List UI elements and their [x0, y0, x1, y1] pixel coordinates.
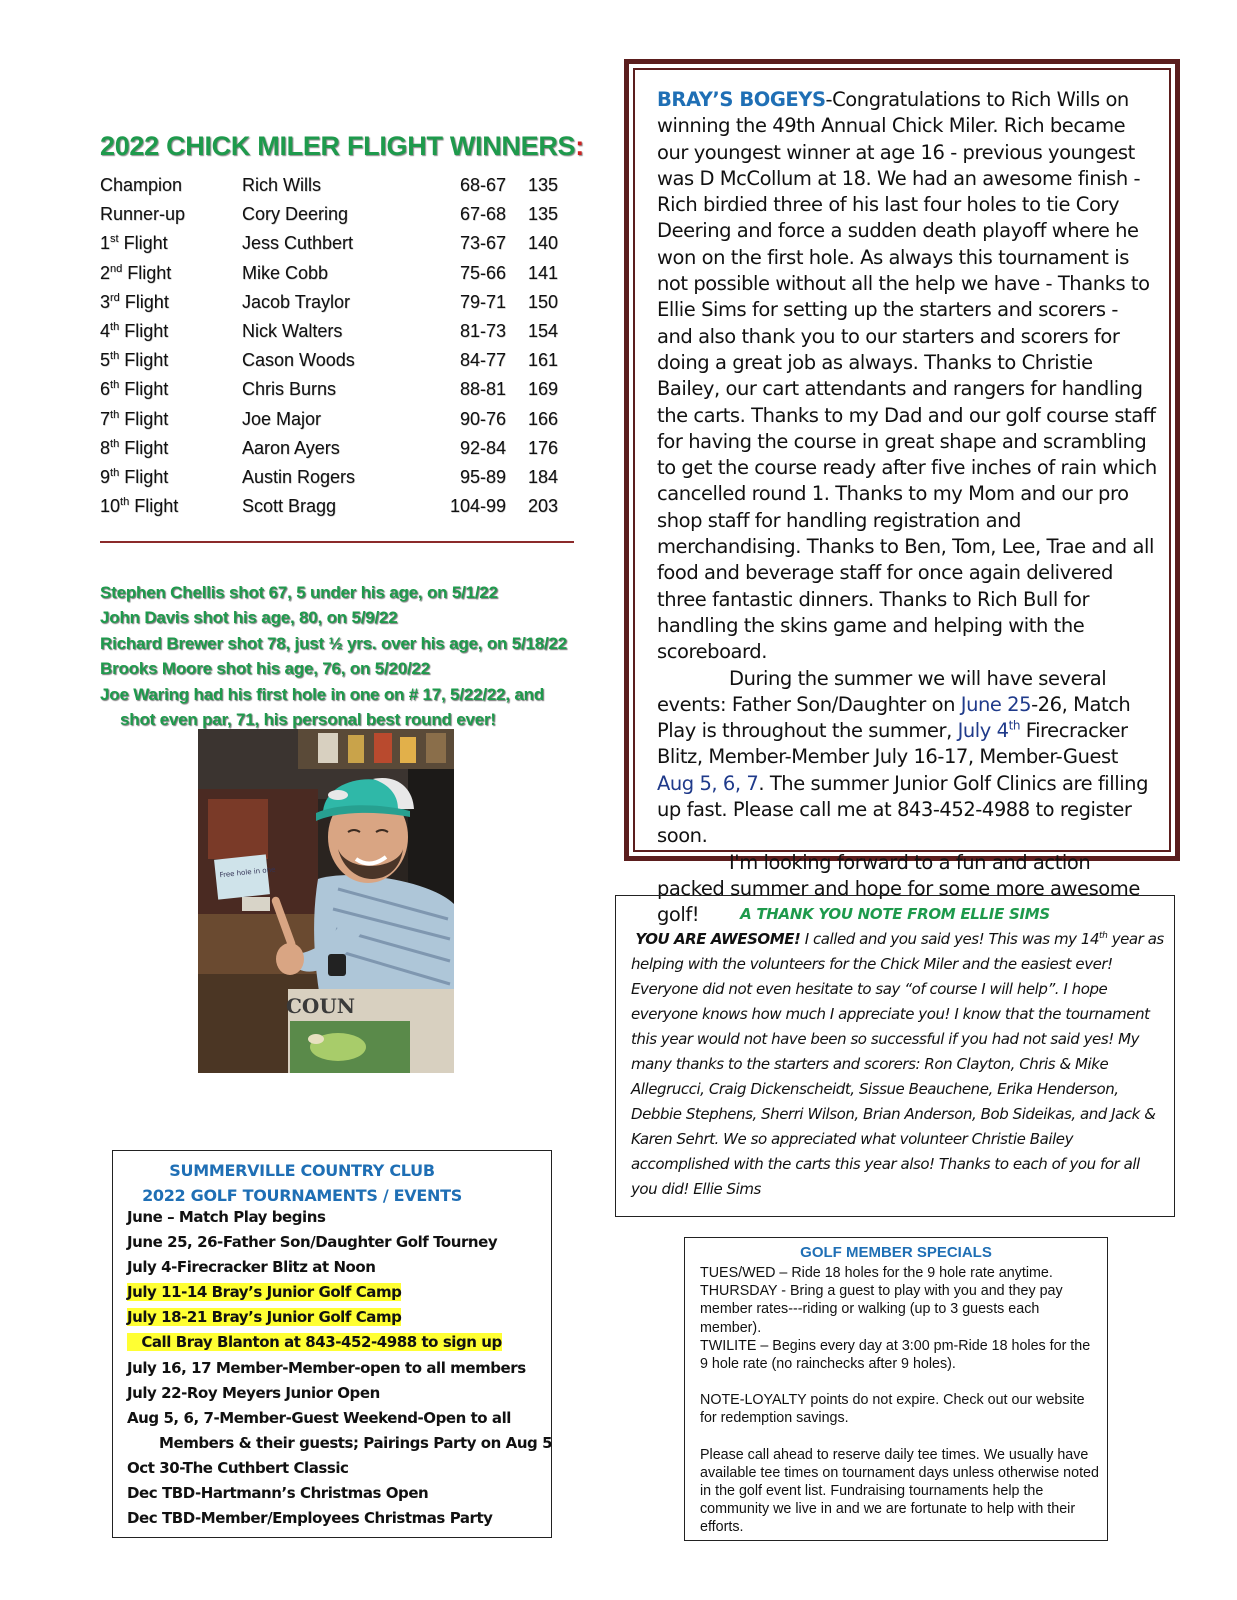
winner-row	[100, 229, 580, 258]
thank-you-body	[631, 927, 1166, 1202]
winner-rounds: 68-67	[459, 175, 506, 196]
event-item: Oct 30-The Cuthbert Classic	[127, 1458, 349, 1477]
bogeys-p3-text: I'm looking forward to a fun and action packed summer and hope for some more awesome golf!	[657, 850, 1140, 927]
age-note: Richard Brewer shot 78, just ½ yrs. over his age, on 5/18/22	[100, 633, 568, 653]
winner-rounds: 79-71	[459, 291, 506, 312]
ordinal-suffix: th	[110, 350, 120, 363]
winner-place	[100, 317, 242, 346]
place-number: 3	[100, 291, 111, 312]
place-number: 5	[100, 350, 111, 371]
winner-total: 135	[528, 204, 559, 225]
golfer-photo-illustration	[198, 729, 454, 1073]
place-number: 1	[100, 233, 111, 254]
ordinal-suffix: th	[120, 496, 130, 509]
place-flight-label: Flight	[119, 379, 169, 400]
place-flight-label: Flight	[129, 496, 179, 517]
winner-name: Aaron Ayers	[242, 437, 340, 458]
date-aug: Aug 5, 6, 7	[657, 771, 759, 795]
winner-row	[100, 259, 580, 288]
ordinal-suffix: th	[110, 321, 120, 334]
winner-total: 176	[528, 437, 559, 458]
winner-name: Cason Woods	[242, 350, 355, 371]
event-item: July 4-Firecracker Blitz at Noon	[127, 1258, 376, 1277]
special-item: TWILITE – Begins every day at 3:00 pm-Ride 18 holes for the 9 hole rate (no rainchecks after 9 holes).	[700, 1337, 1091, 1373]
member-specials-title: GOLF MEMBER SPECIALS	[800, 1244, 992, 1261]
camp-signup-note: Call Bray Blanton at 843-452-4988 to sign up	[141, 1333, 502, 1352]
winner-name: Nick Walters	[242, 321, 343, 342]
age-note: shot even par, 71, his personal best round ever!	[120, 710, 496, 730]
place-number: 6	[100, 379, 111, 400]
winner-rounds: 88-81	[459, 379, 506, 400]
event-item: June 25, 26-Father Son/Daughter Golf Tourney	[127, 1233, 498, 1252]
winner-rounds: 75-66	[459, 262, 506, 283]
event-item: June – Match Play begins	[127, 1208, 326, 1226]
winner-rounds: 67-68	[459, 204, 506, 225]
place-flight-label: Flight	[119, 321, 169, 342]
age-note: Brooks Moore shot his age, 76, on 5/20/22	[100, 659, 431, 679]
thank-you-title: A THANK YOU NOTE FROM ELLIE SIMS	[740, 905, 1050, 923]
age-note: Stephen Chellis shot 67, 5 under his age, on 5/1/22	[100, 583, 498, 602]
place-number: 10	[100, 496, 121, 517]
winner-total: 203	[528, 496, 559, 517]
winner-place	[100, 259, 242, 288]
winner-row	[100, 171, 580, 200]
place-flight-label: Flight	[119, 291, 169, 312]
winner-row	[100, 346, 580, 375]
winner-total: 166	[528, 408, 559, 429]
winner-rounds: 104-99	[449, 496, 506, 517]
winner-row	[100, 434, 580, 463]
date-june: June 25	[960, 692, 1032, 716]
flight-winners-title-text: 2022 CHICK MILER FLIGHT WINNERS	[100, 131, 576, 161]
ordinal-suffix: nd	[110, 262, 123, 275]
winner-place	[100, 346, 242, 375]
event-item: July 22-Roy Meyers Junior Open	[127, 1383, 380, 1402]
winner-name: Jacob Traylor	[242, 291, 351, 312]
title-colon: :	[575, 131, 584, 161]
winner-rounds: 81-73	[459, 321, 506, 342]
club-name: SUMMERVILLE COUNTRY CLUB	[169, 1161, 435, 1180]
note-text: Free hole in one	[219, 865, 276, 880]
winner-place	[100, 288, 242, 317]
ordinal-suffix: rd	[110, 291, 120, 304]
bogeys-p2-text: . The summer Junior Golf Clinics are filling up fast. Please call me at 843-452-4988 to register soon.	[657, 771, 1148, 848]
winner-total: 140	[528, 233, 559, 254]
winner-total: 141	[528, 262, 559, 283]
winner-total: 135	[528, 175, 559, 196]
thank-you-lead: YOU ARE AWESOME!	[635, 930, 801, 948]
winner-row	[100, 375, 580, 404]
winner-row	[100, 492, 580, 521]
sign-text: COUN	[286, 994, 356, 1018]
loyalty-note: NOTE-LOYALTY points do not expire. Check out our website for redemption savings.	[700, 1392, 1085, 1427]
special-item: TUES/WED – Ride 18 holes for the 9 hole rate anytime.	[700, 1265, 1053, 1281]
bogeys-paragraph-2	[657, 666, 1157, 850]
winner-total: 150	[528, 291, 559, 312]
events-heading: 2022 GOLF TOURNAMENTS / EVENTS	[142, 1186, 462, 1205]
winner-total: 161	[528, 350, 559, 371]
flight-winners-table	[100, 171, 580, 521]
winner-name: Mike Cobb	[242, 262, 329, 283]
winner-place	[100, 229, 242, 258]
event-item-highlighted: July 18-21 Bray’s Junior Golf Camp	[127, 1308, 402, 1327]
bogeys-p2-text: -26, Match Play is throughout the summer,	[657, 692, 1131, 743]
winner-name: Chris Burns	[242, 379, 337, 400]
ordinal-suffix: th	[1099, 931, 1108, 941]
place-number: 9	[100, 466, 111, 487]
bogeys-p2-text: Firecracker Blitz, Member-Member July 16-17, Member-Guest	[657, 719, 1128, 769]
winner-row	[100, 317, 580, 346]
ordinal-suffix: th	[110, 379, 120, 392]
winner-name: Cory Deering	[242, 204, 349, 225]
winner-name: Jess Cuthbert	[242, 233, 354, 254]
winner-row	[100, 288, 580, 317]
winner-place	[100, 200, 242, 229]
winner-place	[100, 171, 242, 200]
place-flight-label: Flight	[122, 262, 172, 283]
event-item: Members & their guests; Pairings Party on Aug 5	[159, 1433, 553, 1452]
winner-rounds: 90-76	[459, 408, 506, 429]
winner-rounds: 92-84	[459, 437, 506, 458]
ordinal-suffix: st	[110, 233, 119, 246]
place-flight-label: Flight	[119, 466, 169, 487]
event-item-highlighted	[127, 1333, 502, 1351]
place-flight-label: Flight	[119, 408, 169, 429]
date-july-text: July 4	[957, 719, 1009, 743]
age-shooters-list	[100, 580, 620, 732]
thank-you-text: I called and you said yes! This was my 14	[800, 930, 1100, 948]
winner-rounds: 95-89	[459, 466, 506, 487]
ordinal-suffix: th	[110, 466, 120, 479]
event-item: Dec TBD-Hartmann’s Christmas Open	[127, 1484, 429, 1503]
place-flight-label: Flight	[119, 437, 169, 458]
section-divider	[100, 541, 574, 543]
event-item: July 16, 17 Member-Member-open to all members	[127, 1358, 526, 1377]
bogeys-paragraph-1	[657, 87, 1157, 666]
brays-bogeys-article	[657, 87, 1157, 929]
events-title	[112, 1158, 492, 1208]
winner-name: Scott Bragg	[242, 496, 337, 517]
place-number: 2	[100, 262, 111, 283]
ordinal-suffix: th	[110, 408, 120, 421]
winner-row	[100, 200, 580, 229]
winner-row	[100, 405, 580, 434]
winner-place	[100, 405, 242, 434]
member-specials-body	[700, 1264, 1100, 1536]
ordinal-suffix: th	[1008, 718, 1020, 733]
winner-total: 169	[528, 379, 559, 400]
thank-you-text: year as helping with the volunteers for the Chick Miler and the easiest ever! Everyone did not even hesitate to say “of course I will help”. I hope everyone knows how much I appreciate you! I know that the tournament this year would not have been so successful if you had not said yes! My many thanks to the starters and scorers: Ron Clayton, Chris & Mike Allegrucci, Craig Dickenscheidt, Sissue Beauchene, Erika Henderson, Debbie Stephens, Sherri Wilson, Brian Anderson, Bob Sideikas, and Jack & Karen Sehrt. We so appreciated what volunteer Christie Bailey accomplished with the carts this year also! Thanks to each of you for all you did! Ellie Sims	[631, 930, 1164, 1198]
winner-place	[100, 434, 242, 463]
place-flight-label: Flight	[119, 350, 169, 371]
winner-name: Rich Wills	[242, 175, 321, 196]
place-flight-label: Flight	[118, 233, 168, 254]
events-list	[127, 1205, 553, 1531]
age-note: John Davis shot his age, 80, on 5/9/22	[100, 608, 398, 628]
place-number: Runner-up	[100, 204, 186, 225]
bogeys-p2-text: During the summer we will have several events: Father Son/Daughter on	[657, 666, 1107, 716]
event-item: Dec TBD-Member/Employees Christmas Party	[127, 1509, 493, 1528]
golfer-photo	[198, 729, 454, 1073]
winner-name: Austin Rogers	[242, 466, 356, 487]
winner-place	[100, 375, 242, 404]
ordinal-suffix: th	[110, 437, 120, 450]
winner-rounds: 73-67	[459, 233, 506, 254]
flight-winners-title	[100, 131, 584, 162]
place-number: 4	[100, 321, 111, 342]
event-item: Aug 5, 6, 7-Member-Guest Weekend-Open to all	[127, 1408, 511, 1427]
place-number: Champion	[100, 175, 183, 196]
age-note: Joe Waring had his first hole in one on # 17, 5/22/22, and	[100, 684, 545, 704]
winner-rounds: 84-77	[459, 350, 506, 371]
winner-name: Joe Major	[242, 408, 322, 429]
winner-place	[100, 463, 242, 492]
bogeys-p1-text: -Congratulations to Rich Wills on winning the 49th Annual Chick Miler. Rich became our youngest winner at age 16 - previous youngest was D McCollum at 18. We had an awesome finish - Rich birdied three of his last four holes to tie Cory Deering and force a sudden death playoff where he won on the first hole. As always this tournament is not possible without all the help we have - Thanks to Ellie Sims for setting up the starters and scorers - and also thank you to our starters and scorers for doing a great job as always. Thanks to Christie Bailey, our cart attendants and rangers for handling the carts. Thanks to my Dad and our golf course staff for having the course in great shape and scrambling to get the course ready after five inches of rain which cancelled round 1. Thanks to my Mom and our pro shop staff for handling registration and merchandising. Thanks to Ben, Tom, Lee, Trae and all food and beverage staff for once again delivered three fantastic dinners. Thanks to Rich Bull for handling the skins game and helping with the scoreboard.	[657, 88, 1157, 664]
event-item-highlighted: July 11-14 Bray’s Junior Golf Camp	[127, 1283, 402, 1302]
winner-row	[100, 463, 580, 492]
place-number: 7	[100, 408, 111, 429]
winner-place	[100, 492, 242, 521]
winner-total: 154	[528, 321, 559, 342]
bogeys-heading: BRAY’S BOGEYS	[657, 88, 826, 111]
winner-total: 184	[528, 466, 559, 487]
tee-times-note: Please call ahead to reserve daily tee times. We usually have available tee times on tournament days unless otherwise noted in the golf event list. Fundraising tournaments help the community we live in and we are fortunate to help with their efforts.	[700, 1446, 1099, 1536]
date-july	[958, 719, 1020, 742]
special-item: THURSDAY - Bring a guest to play with you and they pay member rates---riding or walking (up to 3 guests each member).	[700, 1283, 1063, 1336]
place-number: 8	[100, 437, 111, 458]
